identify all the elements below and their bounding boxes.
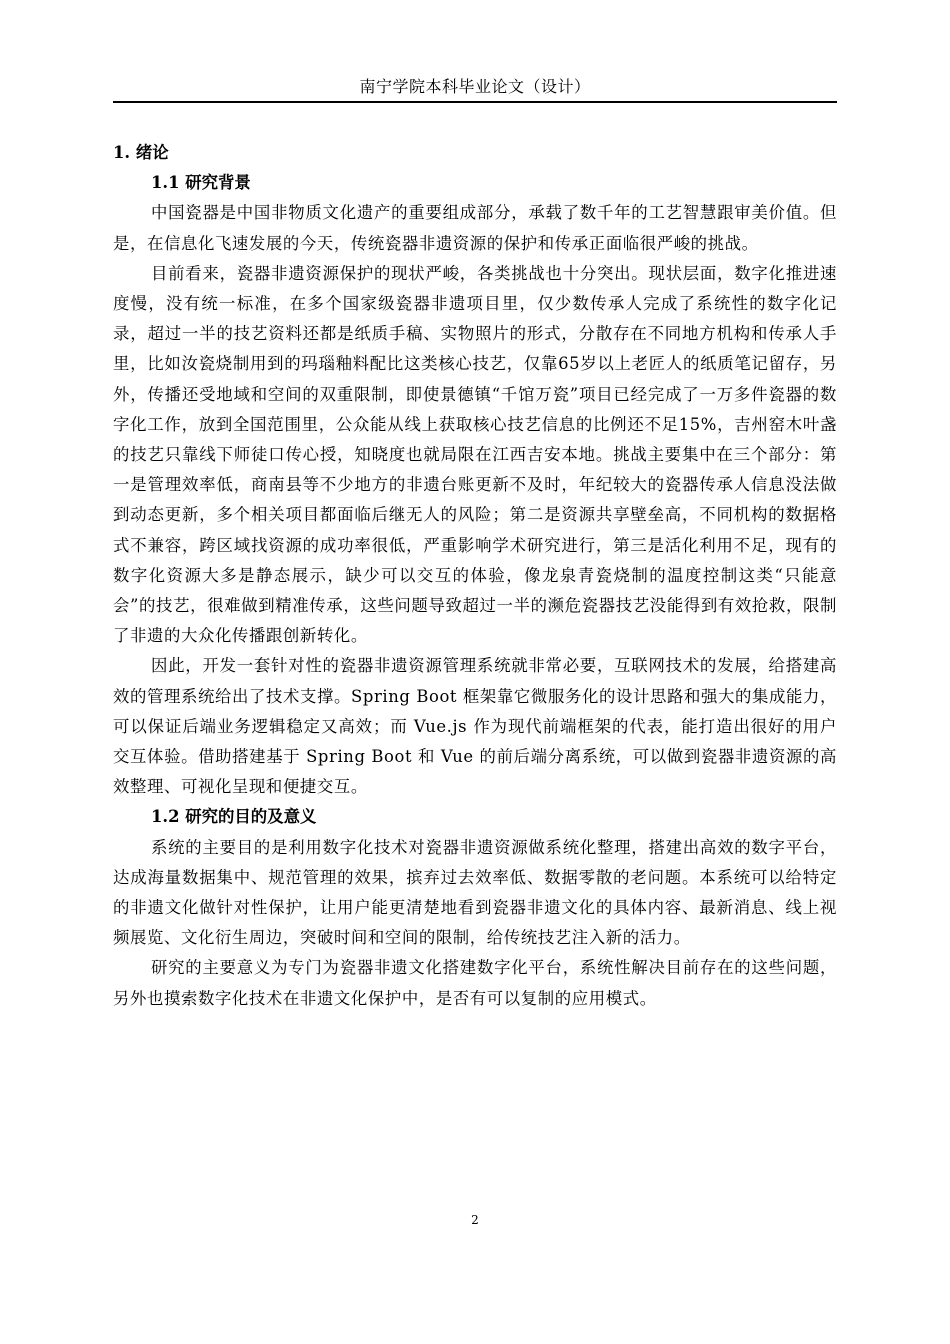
section-heading-background: 1.1 研究背景 — [151, 173, 251, 193]
paragraph-background-intro: 中国瓷器是中国非物质文化遗产的重要组成部分，承载了数千年的工艺智慧跟审美价值。但是，在信息化飞速发展的今天，传统瓷器非遗资源的保护和传承正面临很严峻的挑战。 — [113, 203, 837, 253]
document-body — [113, 138, 837, 1014]
header-rule — [113, 101, 837, 103]
section-heading-purpose: 1.2 研究的目的及意义 — [151, 807, 317, 827]
running-header: 南宁学院本科毕业论文（设计） — [359, 77, 591, 96]
paragraph-background-solution: 因此，开发一套针对性的瓷器非遗资源管理系统就非常必要，互联网技术的发展，给搭建高效的管理系统给出了技术支撑。Spring Boot 框架靠它微服务化的设计思路和强大的集成能力，可以保证后端业务逻辑稳定又高效；而 Vue.js 作为现代前端框架的代表，能打造出很好的用户交互体验。借助搭建基于 Spring Boot 和 Vue 的前后端分离系统，可以做到瓷器非遗资源的高效整理、可视化呈现和便捷交互。 — [113, 656, 837, 797]
chapter-heading: 1. 绪论 — [113, 143, 169, 162]
paragraph-background-status: 目前看来，瓷器非遗资源保护的现状严峻，各类挑战也十分突出。现状层面，数字化推进速度慢，没有统一标准，在多个国家级瓷器非遗项目里，仅少数传承人完成了系统性的数字化记录，超过一半的技艺资料还都是纸质手稿、实物照片的形式，分散存在不同地方机构和传承人手里，比如汝瓷烧制用到的玛瑙釉料配比这类核心技艺，仅靠65岁以上老匠人的纸质笔记留存，另外，传播还受地域和空间的双重限制，即使景德镇“千馆万瓷”项目已经完成了一万多件瓷器的数字化工作，放到全国范围里，公众能从线上获取核心技艺信息的比例还不足15%，吉州窑木叶盏的技艺只靠线下师徒口传心授，知晓度也就局限在江西吉安本地。挑战主要集中在三个部分：第一是管理效率低，商南县等不少地方的非遗台账更新不及时，年纪较大的瓷器传承人信息没法做到动态更新，多个相关项目都面临后继无人的风险；第二是资源共享壁垒高，不同机构的数据格式不兼容，跨区域找资源的成功率很低，严重影响学术研究进行，第三是活化利用不足，现有的数字化资源大多是静态展示，缺少可以交互的体验，像龙泉青瓷烧制的温度控制这类“只能意会”的技艺，很难做到精准传承，这些问题导致超过一半的濒危瓷器技艺没能得到有效抢救，限制了非遗的大众化传播跟创新转化。 — [113, 263, 837, 646]
paragraph-significance: 研究的主要意义为专门为瓷器非遗文化搭建数字化平台，系统性解决目前存在的这些问题，另外也摸索数字化技术在非遗文化保护中，是否有可以复制的应用模式。 — [113, 958, 837, 1008]
paragraph-purpose: 系统的主要目的是利用数字化技术对瓷器非遗资源做系统化整理，搭建出高效的数字平台，达成海量数据集中、规范管理的效果，摈弃过去效率低、数据零散的老问题。本系统可以给特定的非遗文化做针对性保护，让用户能更清楚地看到瓷器非遗文化的具体内容、最新消息、线上视频展览、文化衍生周边，突破时间和空间的限制，给传统技艺注入新的活力。 — [113, 837, 837, 948]
page-number: 2 — [471, 1213, 479, 1227]
